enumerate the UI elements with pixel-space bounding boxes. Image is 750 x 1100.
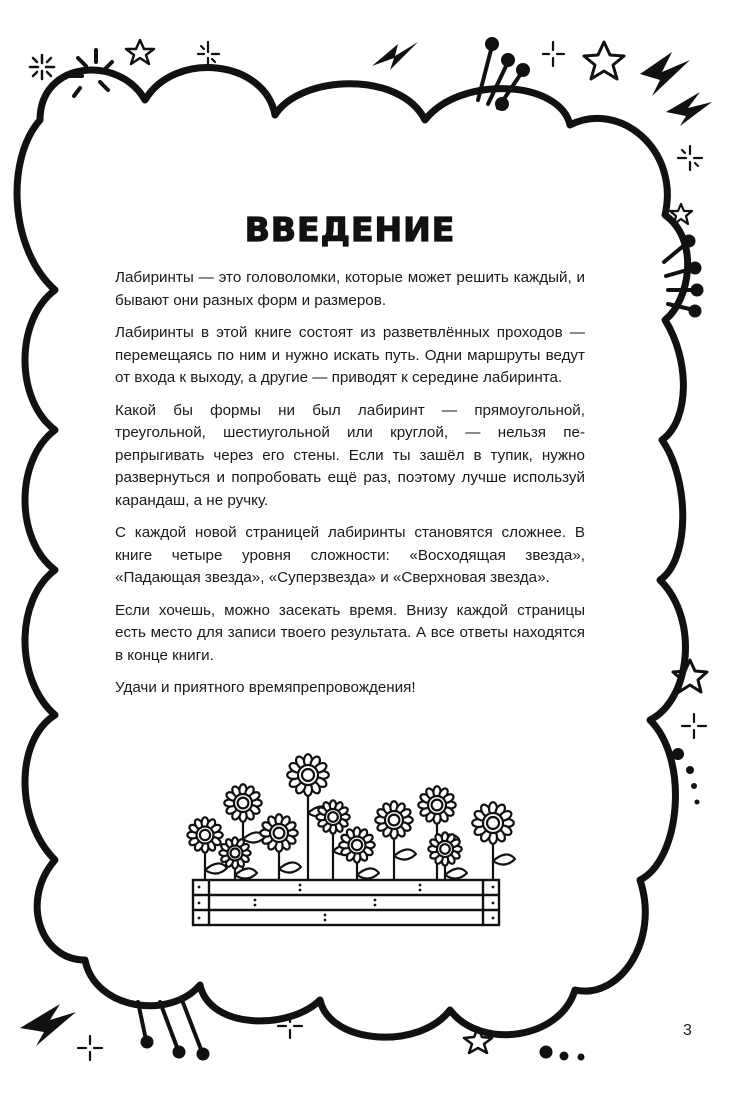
star-icon bbox=[584, 42, 624, 79]
lightning-icon bbox=[640, 52, 690, 96]
sunflower-icon bbox=[219, 837, 257, 881]
star-icon bbox=[126, 40, 154, 64]
sunflower-icon bbox=[339, 827, 379, 881]
paragraph: Если хочешь, можно засекать время. Внизу каждой страницы есть место для записи твоего результата. А все ответы находятся в конце книги. bbox=[115, 601, 585, 664]
sunflower-icon bbox=[260, 814, 301, 881]
planter-box bbox=[193, 880, 499, 925]
pin-cluster-icon bbox=[478, 39, 528, 109]
lightning-icon bbox=[20, 1004, 76, 1046]
sparkle-icon bbox=[198, 42, 219, 66]
sunflower-icon bbox=[375, 801, 416, 881]
sparkle-icon bbox=[678, 146, 702, 170]
page-number: 3 bbox=[683, 1022, 692, 1039]
paragraph: Какой бы формы ни был лабиринт — прямоугольной, треугольной, шестиугольной или круглой, — нельзя перепрыгивать через его стены. Если ты зашёл в тупик, нужно развернуться и попробовать ещё раз, поэтому лучше используй карандаш, а не ручку. bbox=[115, 401, 585, 509]
pin-cluster-icon bbox=[664, 237, 702, 316]
paragraph-closing: Удачи и приятного времяпрепровождения! bbox=[115, 679, 416, 696]
lightning-icon bbox=[666, 92, 712, 126]
sparkle-icon bbox=[682, 714, 706, 738]
introduction-section bbox=[115, 210, 585, 710]
sunflower-icon bbox=[187, 817, 227, 881]
paragraph: С каждой новой страницей лабиринты становятся сложнее. В книге четыре уровня сложности: «Восходящая звезда», «Падающая звезда», «Суперзвезда» и «Сверхновая звезда». bbox=[115, 524, 585, 586]
paragraph: Лабиринты — это головоломки, которые может решить каждый, и бывают они разных форм и размеров. bbox=[115, 269, 585, 309]
sparkle-icon bbox=[543, 42, 564, 66]
lightning-icon bbox=[372, 42, 418, 70]
dots-icon bbox=[540, 1046, 585, 1061]
sunflower-icon bbox=[428, 832, 467, 881]
page-title: ВВЕДЕНИЕ bbox=[244, 210, 456, 249]
sparkle-icon bbox=[78, 1036, 102, 1060]
sunflower-icon bbox=[472, 802, 515, 881]
paragraph: Лабиринты в этой книге состоят из разветвлённых проходов — перемещаясь по ним и нужно искать путь. Одни маршруты ведут от входа к выходу, а другие — приводят к середине лабиринта. bbox=[115, 324, 585, 386]
sunflower-planter-illustration bbox=[175, 745, 520, 935]
sparkle-icon bbox=[30, 55, 54, 79]
